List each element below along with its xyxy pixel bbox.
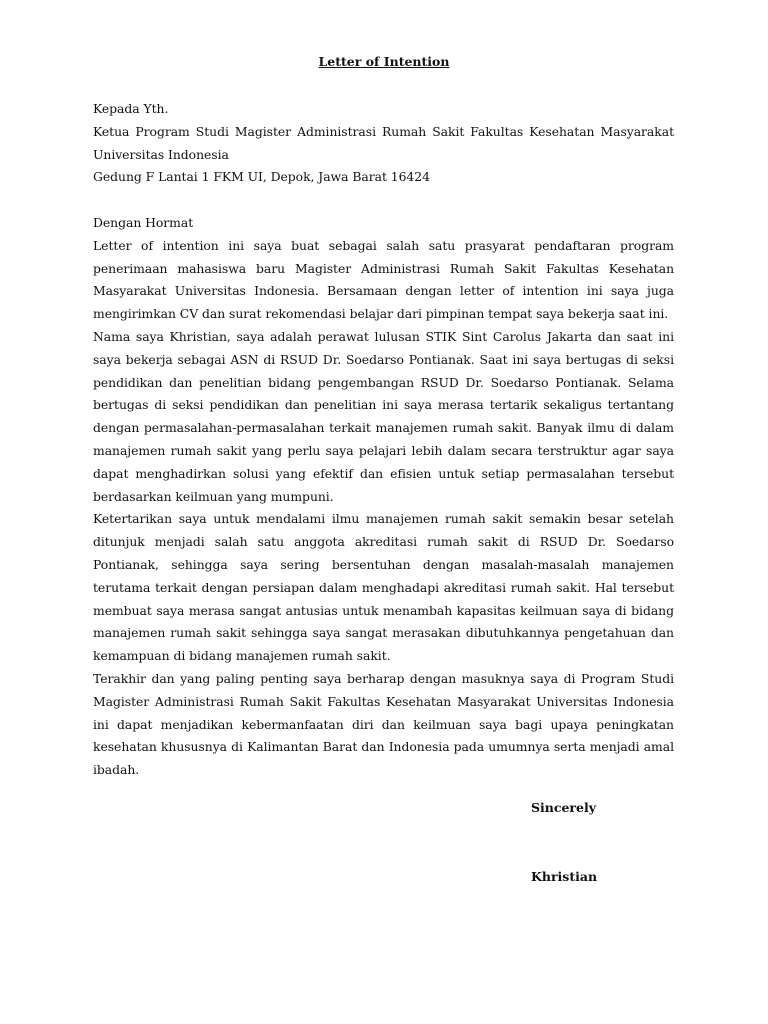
salutation: Kepada Yth.	[93, 101, 169, 116]
spacer	[93, 189, 674, 212]
letter-body	[93, 98, 674, 782]
signature-name: Khristian	[531, 869, 598, 884]
paragraph-4: Terakhir dan yang paling penting saya berharap dengan masuknya saya di Program Studi Magister Administrasi Rumah Sakit Fakultas Kesehatan Masyarakat Universitas Indonesia ini dapat menjadikan kebermanfaatan diri dan keilmuan saya bagi upaya peningkatan kesehatan khususnya di Kalimantan Barat dan Indonesia pada umumnya serta menjadi amal ibadah.	[93, 670, 674, 778]
paragraph-3: Ketertarikan saya untuk mendalami ilmu manajemen rumah sakit semakin besar setelah ditunjuk menjadi salah satu anggota akreditasi rumah sakit di RSUD Dr. Soedarso Pontianak, sehingga saya sering bersentuhan dengan masalah-masalah manajemen terutama terkait dengan persiapan dalam menghadapi akreditasi rumah sakit. Hal tersebut membuat saya merasa sangat antusias untuk menambah kapasitas keilmuan saya di bidang manajemen rumah sakit sehingga saya sangat merasakan dibutuhkannya pengetahuan dan kemampuan di bidang manajemen rumah sakit.	[93, 511, 674, 664]
closing: Sincerely	[531, 800, 596, 815]
paragraph-1: Letter of intention ini saya buat sebagai salah satu prasyarat pendaftaran program penerimaan mahasiswa baru Magister Administrasi Rumah Sakit Fakultas Kesehatan Masyarakat Universitas Indonesia. Bersamaan dengan letter of intention ini saya juga mengirimkan CV dan surat rekomendasi belajar dari pimpinan tempat saya bekerja saat ini.	[93, 237, 674, 322]
paragraph-2: Nama saya Khristian, saya adalah perawat lulusan STIK Sint Carolus Jakarta dan saat ini saya bekerja sebagai ASN di RSUD Dr. Soedarso Pontianak. Saat ini saya bertugas di seksi pendidikan dan penelitian bidang pengembangan RSUD Dr. Soedarso Pontianak. Selama bertugas di seksi pendidikan dan penelitian ini saya merasa tertarik sekaligus tertantang dengan permasalahan-permasalahan terkait manajemen rumah sakit. Banyak ilmu di dalam manajemen rumah sakit yang perlu saya pelajari lebih dalam secara terstruktur agar saya dapat menghadirkan solusi yang efektif dan efisien untuk setiap permasalahan tersebut berdasarkan keilmuan yang mumpuni.	[93, 328, 674, 504]
greeting: Dengan Hormat	[93, 214, 194, 230]
recipient-line: Ketua Program Studi Magister Administrasi Rumah Sakit Fakultas Kesehatan Masyarakat Universitas Indonesia	[93, 123, 674, 162]
recipient-address: Gedung F Lantai 1 FKM UI, Depok, Jawa Barat 16424	[93, 169, 430, 185]
letter-title: Letter of Intention	[318, 54, 450, 69]
